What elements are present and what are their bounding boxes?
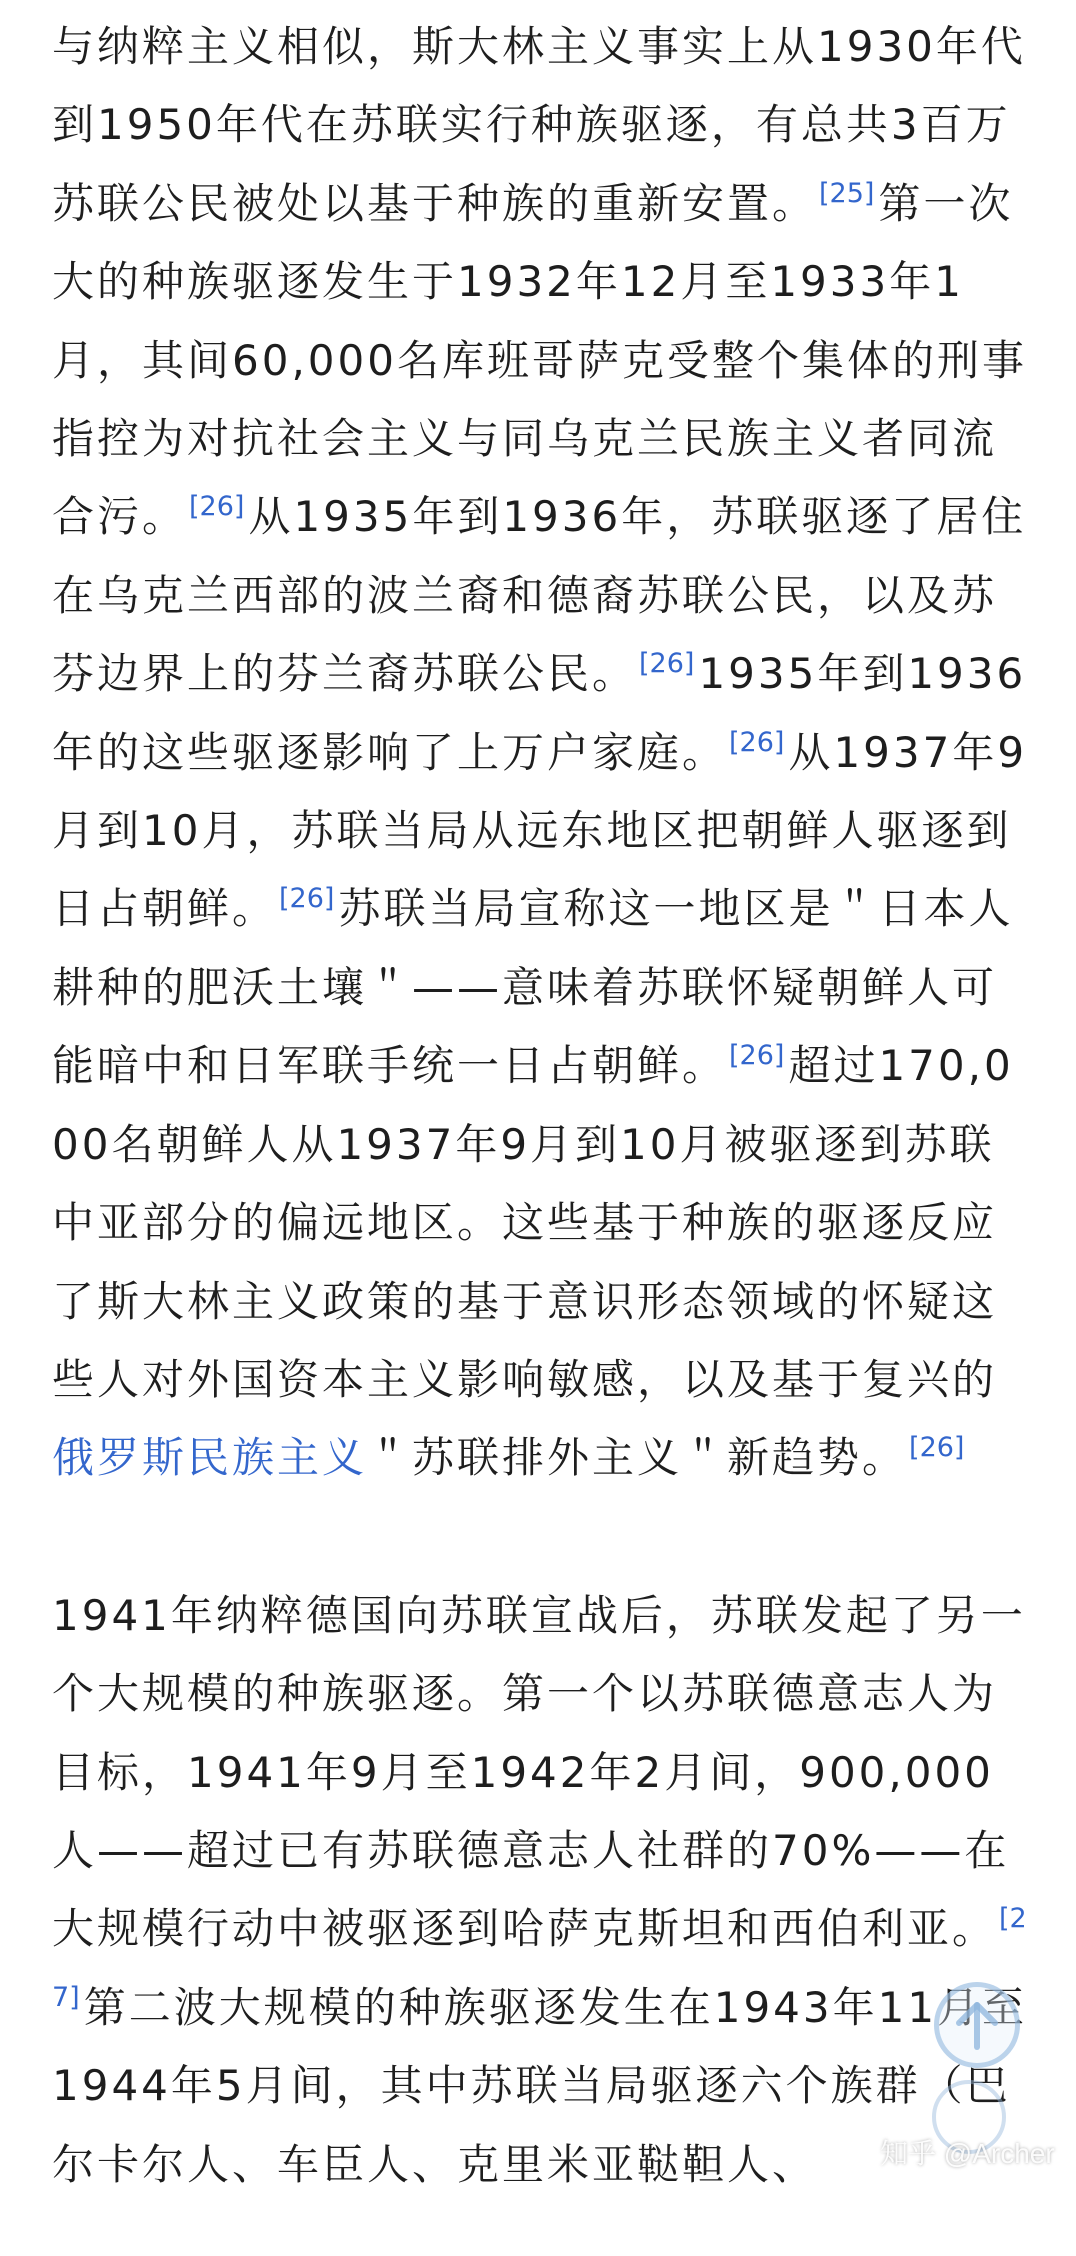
citation-ref[interactable]: [27] [52,1903,1027,2013]
watermark [880,2080,1070,2180]
paragraph-text: 苏联当局宣称这一地区是＂日本人耕种的肥沃土壤＂——意味着苏联怀疑朝鲜人可能暗中和日军联手统一日占朝鲜。 [52,884,1014,1091]
inline-link[interactable]: 俄罗斯民族主义 [52,1433,368,1483]
citation-ref[interactable]: [26] [279,883,335,915]
paragraph-text: 超过170,000名朝鲜人从1937年9月到10月被驱逐到苏联中亚部分的偏远地区。这些基于种族的驱逐反应了斯大林主义政策的基于意识形态领域的怀疑这些人对外国资本主义影响敏感，以及基于复兴的 [52,1041,1014,1404]
citation-ref[interactable]: [26] [189,491,245,523]
watermark-text: 知乎 @Archer [880,2138,1055,2169]
citation-ref[interactable]: [26] [729,1040,785,1072]
citation-ref[interactable]: [25] [819,177,875,209]
paragraph-text: 第一次大的种族驱逐发生于1932年12月至1933年1月，其间60,000名库班哥萨克受整个集体的刑事指控为对抗社会主义与同乌克兰民族主义者同流合污。 [52,178,1027,542]
citation-ref[interactable]: [26] [729,726,785,758]
article-body [52,8,1037,2204]
citation-ref[interactable]: [26] [909,1432,965,1464]
arrow-up-icon [939,1987,1015,2063]
paragraph-text: 1935年到1936年的这些驱逐影响了上万户家庭。 [52,649,1027,777]
paragraph-text: 1941年纳粹德国向苏联宣战后，苏联发起了另一个大规模的种族驱逐。第一个以苏联德意志人为目标，1941年9月至1942年2月间，900,000人——超过已有苏联德意志人社群的70%——在大规模行动中被驱逐到哈萨克斯坦和西伯利亚。 [52,1590,1026,1954]
citation-ref[interactable]: [26] [639,648,695,680]
paragraph-text: 从1935年到1936年，苏联驱逐了居住在乌克兰西部的波兰裔和德裔苏联公民，以及苏芬边界上的芬兰裔苏联公民。 [52,492,1027,699]
paragraph-text: 与纳粹主义相似，斯大林主义事实上从1930年代到1950年代在苏联实行种族驱逐，有总共3百万苏联公民被处以基于种族的重新安置。 [52,22,1026,228]
paragraph-text: 第二波大规模的种族驱逐发生在1943年11月至1944年5月间，其中苏联当局驱逐六个族群（巴尔卡尔人、车臣人、克里米亚鞑靼人、 [52,1982,1028,2189]
paragraph-text: 从1937年9月到10月，苏联当局从远东地区把朝鲜人驱逐到日占朝鲜。 [52,727,1028,934]
paragraph-text: ＂苏联排外主义＂新趋势。 [367,1433,908,1483]
paragraph-1 [52,8,1037,1498]
scroll-to-top-button[interactable] [934,1982,1020,2068]
